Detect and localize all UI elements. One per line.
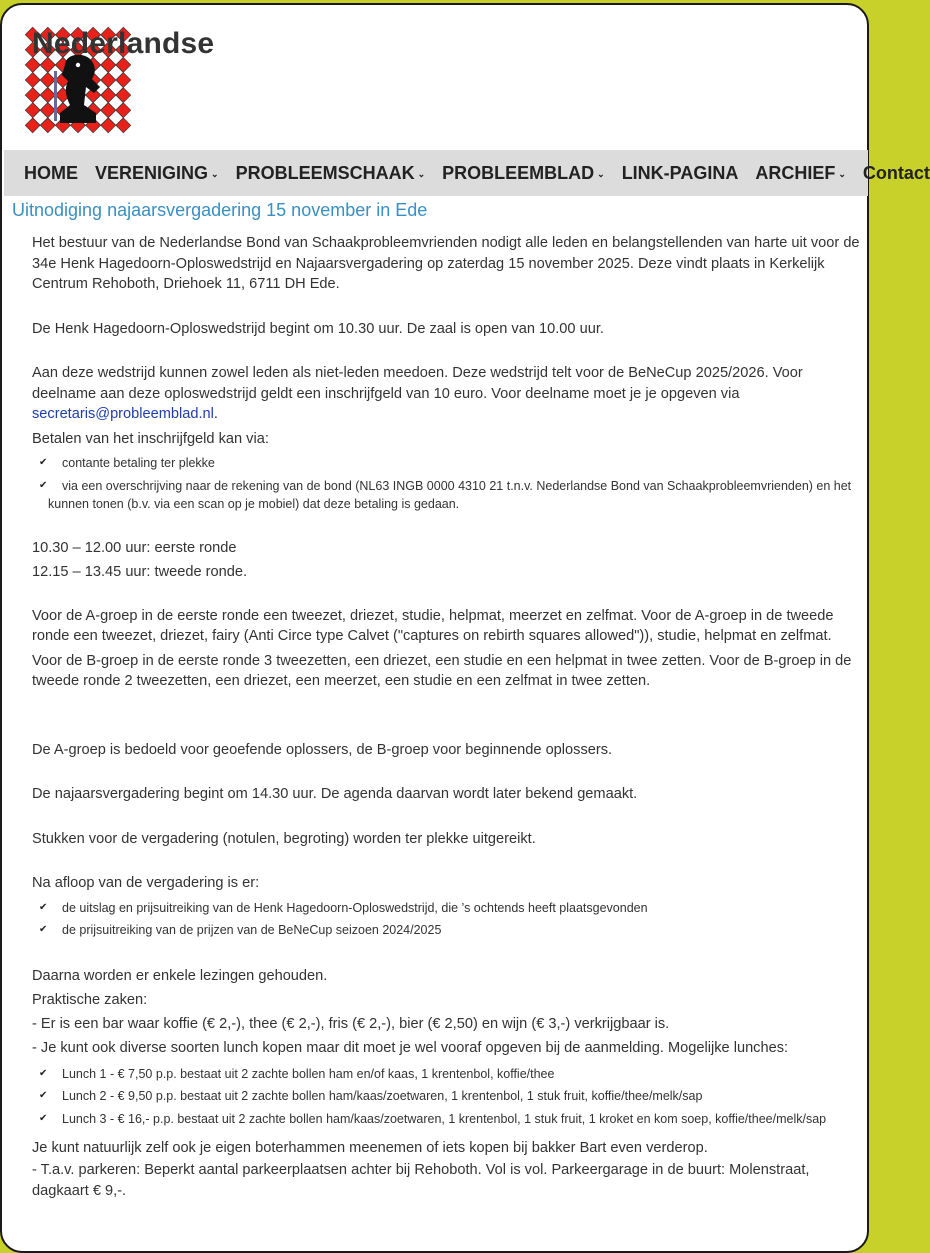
start-paragraph: De Henk Hagedoorn-Oploswedstrijd begint om 10.30 uur. De zaal is open van 10.00 uur. <box>32 320 604 337</box>
nav-contact[interactable]: Contact <box>862 162 930 183</box>
payment-intro: Betalen van het inschrijfgeld kan via: <box>32 430 269 447</box>
documents-paragraph: Stukken voor de vergadering (notulen, begroting) worden ter plekke uitgereikt. <box>32 830 536 847</box>
page-title: Uitnodiging najaarsvergadering 15 november in Ede <box>12 200 428 220</box>
list-item: ✔ de uitslag en prijsuitreiking van de Henk Hagedoorn-Oploswedstrijd, die ’s ochtends heeft plaatsgevonden <box>32 899 862 918</box>
list-item: ✔ contante betaling ter plekke <box>32 454 862 473</box>
participation-paragraph: Aan deze wedstrijd kunnen zowel leden als niet-leden meedoen. Deze wedstrijd telt voor de BeNeCup 2025/2026. Voor deelname aan deze oploswedstrijd geldt een inschrijfgeld van 10 euro. Voor deelname moet je je opgeven via secretaris@probleemblad.nl. <box>32 365 803 422</box>
nav-vereniging[interactable]: VERENIGING ⌄ <box>95 162 219 183</box>
lunch-intro: - Je kunt ook diverse soorten lunch kopen maar dit moet je wel vooraf opgeven bij de aanmelding. Mogelijke lunches: <box>32 1039 789 1056</box>
after-list <box>32 899 862 940</box>
nav-archief[interactable]: ARCHIEF ⌄ <box>755 162 846 183</box>
main-nav <box>4 150 930 196</box>
email-link[interactable]: secretaris@probleemblad.nl <box>32 406 214 422</box>
article-content <box>32 233 862 1201</box>
payment-list <box>32 454 862 514</box>
group-b-paragraph: Voor de B-groep in de eerste ronde 3 tweezetten, een driezet, een studie en een helpmat in twee zetten. Voor de B-groep in de tweede ronde 2 tweezetten, een driezet, een meerzet, een studie en een zelfmat in twee zetten. <box>32 652 852 689</box>
lectures-paragraph: Daarna worden er enkele lezingen gehouden. <box>32 967 328 984</box>
round-1: 10.30 – 12.00 uur: eerste ronde <box>32 539 237 556</box>
bar-paragraph: - Er is een bar waar koffie (€ 2,-), thee (€ 2,-), fris (€ 2,-), bier (€ 2,50) en wijn (€ 3,-) verkrijgbaar is. <box>32 1015 670 1032</box>
site-title[interactable]: Nederlandse <box>32 27 215 60</box>
list-item: ✔ via een overschrijving naar de rekening van de bond (NL63 INGB 0000 4310 21 t.n.v. Nederlandse Bond van Schaakprobleemvrienden) en het kunnen tonen (b.v. via een scan op je mobiel) dat deze betaling is gedaan. <box>32 477 862 514</box>
chevron-down-icon: ⌄ <box>417 169 426 179</box>
practical-heading: Praktische zaken: <box>32 991 148 1008</box>
list-item: ✔ Lunch 1 - € 7,50 p.p. bestaat uit 2 zachte bollen ham en/of kaas, 1 krentenbol, koffie/thee <box>32 1065 862 1084</box>
nav-probleemblad[interactable]: PROBLEEMBLAD ⌄ <box>442 162 605 183</box>
after-intro: Na afloop van de vergadering is er: <box>32 875 260 891</box>
nav-probleemschaak[interactable]: PROBLEEMSCHAAK ⌄ <box>235 162 426 183</box>
group-a-paragraph: Voor de A-groep in de eerste ronde een tweezet, driezet, studie, helpmat, meerzet en zelfmat. Voor de A-groep in de tweede ronde een tweezet, driezet, fairy (Anti Circe type Calvet ("captures on rebirth squares allowed")), studie, helpmat en zelfmat. <box>32 607 834 644</box>
nav-home[interactable]: HOME <box>24 162 78 183</box>
nav-link-pagina[interactable]: LINK-PAGINA <box>621 162 739 183</box>
lunch-list <box>32 1065 862 1129</box>
page-frame <box>0 3 930 1253</box>
chevron-down-icon: ⌄ <box>211 169 219 179</box>
list-item: ✔ Lunch 2 - € 9,50 p.p. bestaat uit 2 zachte bollen ham/kaas/zoetwaren, 1 krentenbol, 1 stuk fruit, koffie/thee/melk/sap <box>32 1087 862 1106</box>
own-food-paragraph: Je kunt natuurlijk zelf ook je eigen boterhammen meenemen of iets kopen bij bakker Bart even verderop. <box>32 1140 708 1156</box>
chevron-down-icon: ⌄ <box>838 169 846 179</box>
parking-paragraph: - T.a.v. parkeren: Beperkt aantal parkeerplaatsen achter bij Rehoboth. Vol is vol. Parkeergarage in de buurt: Molenstraat, dagkaart € 9,-. <box>32 1162 810 1199</box>
meeting-paragraph: De najaarsvergadering begint om 14.30 uur. De agenda daarvan wordt later bekend gemaakt. <box>32 786 638 802</box>
intro-paragraph: Het bestuur van de Nederlandse Bond van Schaakprobleemvrienden nodigt alle leden en belangstellenden van harte uit voor de 34e Henk Hagedoorn-Oploswedstrijd en Najaarsvergadering op zaterdag 15 november 2025. Deze vindt plaats in Kerkelijk Centrum Rehoboth, Driehoek 11, 6711 DH Ede. <box>32 235 860 292</box>
list-item: ✔ de prijsuitreiking van de prijzen van de BeNeCup seizoen 2024/2025 <box>32 921 862 940</box>
chevron-down-icon: ⌄ <box>597 169 605 179</box>
list-item: ✔ Lunch 3 - € 16,- p.p. bestaat uit 2 zachte bollen ham/kaas/zoetwaren, 1 krentenbol, 1 stuk fruit, 1 kroket en kom soep, koffie/thee/melk/sap <box>32 1110 862 1129</box>
round-2: 12.15 – 13.45 uur: tweede ronde. <box>32 563 248 580</box>
groups-note: De A-groep is bedoeld voor geoefende oplossers, de B-groep voor beginnende oplossers. <box>32 741 613 758</box>
